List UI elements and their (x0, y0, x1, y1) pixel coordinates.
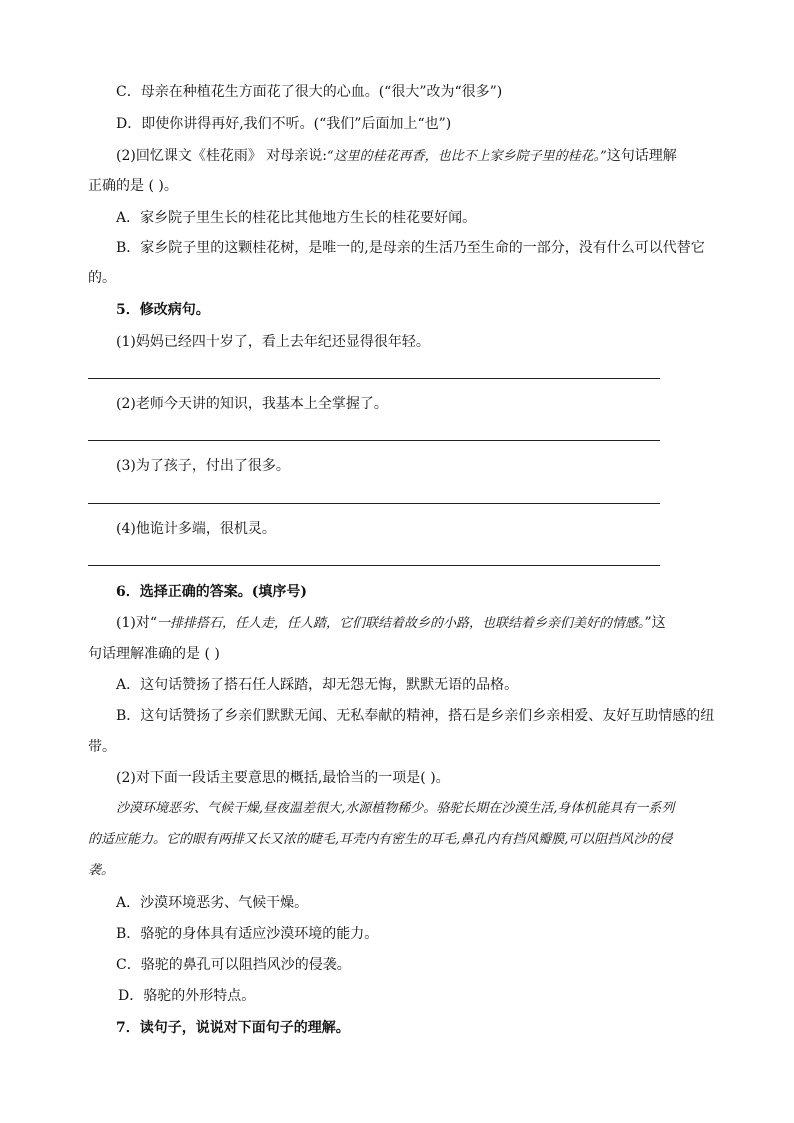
q5-3: (3)为了孩子，付出了很多。 (116, 458, 290, 474)
q4-2-quote: “这里的桂花再香，也比不上家乡院子里的桂花。” (327, 149, 607, 164)
q5-2: (2)老师今天讲的知识，我基本上全掌握了。 (116, 396, 388, 412)
answer-line-4 (88, 565, 660, 566)
passage-line-2: 的适应能力。它的眼有两排又长又浓的睫毛,耳壳内有密生的耳毛,鼻孔内有挡风瓣膜,可以阻挡风沙的侵 (88, 832, 673, 847)
q6-2-option-c: C．骆驼的鼻孔可以阻挡风沙的侵袭。 (116, 957, 351, 973)
q4-2-prefix: (2)回忆课文《桂花雨》 对母亲说: (116, 148, 327, 164)
q6-2: (2)对下面一段话主要意思的概括,最恰当的一项是( )。 (116, 770, 450, 786)
question-4-2-cont: 正确的是 ( )。 (88, 178, 178, 194)
q6-1-option-b-cont: 带。 (88, 739, 116, 755)
q6-1-cont: 句话理解准确的是 ( ) (88, 646, 220, 662)
question-4-2 (116, 146, 677, 167)
option-c: C．母亲在种植花生方面花了很大的心血。(“很大”改为“很多”) (116, 84, 503, 100)
q5-1: (1)妈妈已经四十岁了，看上去年纪还显得很年轻。 (116, 334, 430, 350)
q6-2-option-a: A．沙漠环境恶劣、气候干燥。 (116, 895, 309, 911)
q6-2-option-d: D．骆驼的外形特点。 (118, 988, 256, 1004)
q4-2-option-a: A．家乡院子里生长的桂花比其他地方生长的桂花要好闻。 (116, 210, 477, 226)
q6-1 (116, 613, 666, 634)
passage-line-1: 沙漠环境恶劣、气候干燥,昼夜温差很大,水源植物稀少。骆驼长期在沙漠生活,身体机能具有一系列 (116, 801, 675, 816)
q6-1-option-a: A．这句话赞扬了搭石任人踩踏，却无怨无悔，默默无语的品格。 (116, 677, 519, 693)
section-7-title: 7．读句子，说说对下面句子的理解。 (116, 1020, 350, 1036)
answer-line-2 (88, 440, 660, 441)
answer-line-1 (88, 378, 660, 379)
q5-4: (4)他诡计多端，很机灵。 (116, 521, 276, 537)
q6-1-quote: 一排排搭石，任人走，任人踏，它们联结着故乡的小路，也联结着乡亲们美好的情感。 (157, 616, 645, 631)
passage-line-3: 袭。 (88, 863, 115, 878)
q6-2-option-b: B．骆驼的身体具有适应沙漠环境的能力。 (116, 926, 379, 942)
q4-2-suffix: 这句话理解 (606, 148, 677, 164)
q6-1-option-b: B．这句话赞扬了乡亲们默默无闻、无私奉献的精神，搭石是乡亲们乡亲相爱、友好互助情感的纽 (116, 708, 715, 724)
section-6-title: 6．选择正确的答案。(填序号) (116, 584, 307, 600)
q6-1-prefix: (1)对“ (116, 615, 157, 631)
option-d: D．即使你讲得再好,我们不听。(“我们”后面加上“也”) (116, 116, 452, 132)
section-5-title: 5．修改病句。 (116, 302, 210, 318)
q4-2-option-b-cont: 的。 (88, 270, 116, 286)
q6-1-suffix: ”这 (644, 615, 666, 631)
q4-2-option-b: B．家乡院子里的这颗桂花树，是唯一的,是母亲的生活乃至生命的一部分，没有什么可以代替它 (116, 240, 705, 256)
answer-line-3 (88, 503, 660, 504)
